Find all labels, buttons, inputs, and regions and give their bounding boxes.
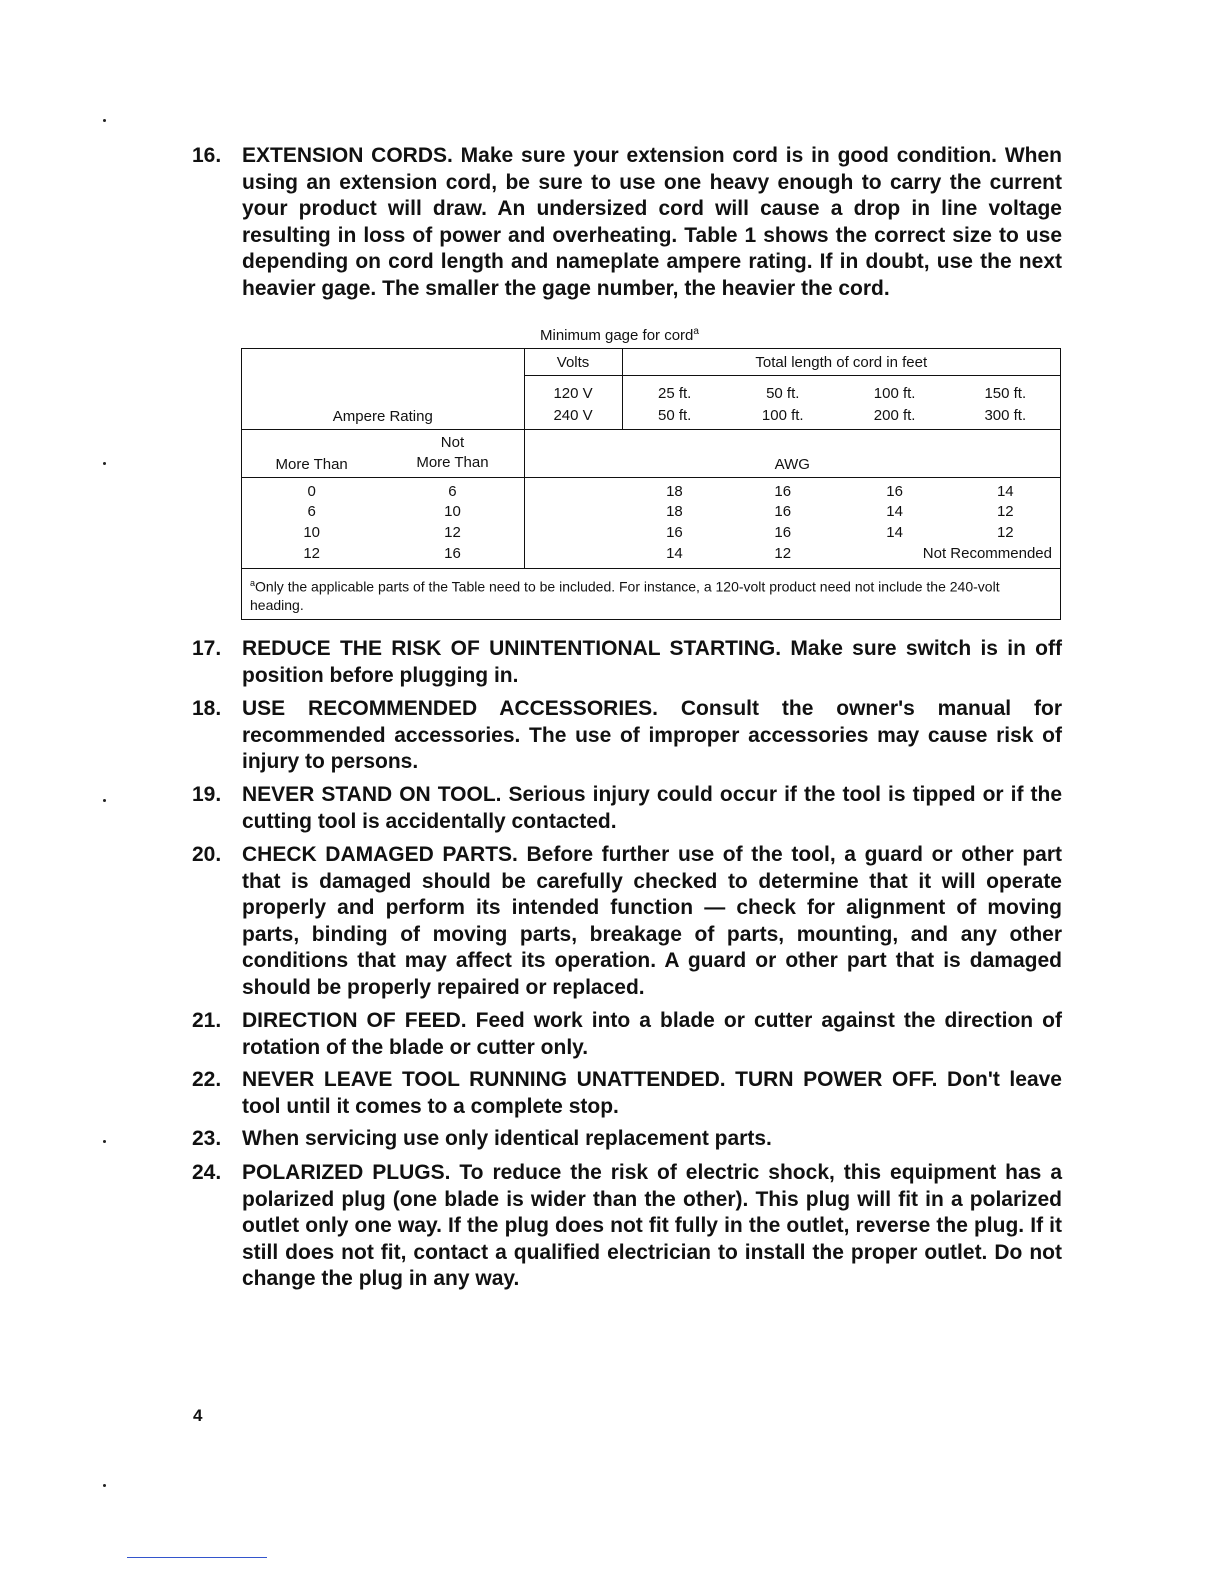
length-cell: 100 ft. <box>727 402 839 430</box>
scan-speck <box>103 462 106 465</box>
item-text: REDUCE THE RISK OF UNINTENTIONAL STARTING. Make sure switch is in off position before plugging in. <box>242 637 1062 687</box>
length-cell: 50 ft. <box>622 402 727 430</box>
length-cell: 300 ft. <box>951 402 1061 430</box>
table-cell: 16 <box>381 545 524 569</box>
item-text: NEVER STAND ON TOOL. Serious injury could occur if the tool is tipped or if the cutting tool is accidentally contacted. <box>242 783 1062 833</box>
table-cell: 14 <box>886 523 903 541</box>
list-item <box>192 696 1062 776</box>
item-text: When servicing use only identical replacement parts. <box>242 1127 772 1150</box>
table-cell <box>524 478 622 503</box>
item-number: 18. <box>192 697 222 720</box>
volts-240: 240 V <box>524 402 622 430</box>
table-cell <box>524 524 622 545</box>
table-cell: 10 <box>303 523 320 541</box>
item-number: 22. <box>192 1068 222 1091</box>
ampere-rating-label: Ampere Rating <box>332 408 433 425</box>
item-number: 23. <box>192 1127 222 1150</box>
table-row <box>242 503 1061 524</box>
table-cell: 16 <box>886 483 903 500</box>
list-item <box>192 782 1062 835</box>
table-footnote: $^a$Only the applicable parts of the Table need to be included. For instance, a 120-volt product need not include the 240-volt heading. <box>250 578 1000 613</box>
item-number: 20. <box>192 843 222 866</box>
scan-speck <box>103 119 106 122</box>
list-item <box>192 842 1062 1001</box>
cord-gage-table <box>241 348 1061 620</box>
length-cell: 25 ft. <box>622 376 727 402</box>
table-cell: 12 <box>444 523 461 541</box>
not-recommended-cell: Not Recommended <box>839 545 1061 569</box>
item-text: POLARIZED PLUGS. To reduce the risk of electric shock, this equipment has a polarized plug (one blade is wider than the other). This plug will fit in a polarized outlet only one way. If the plug does not fit fully in the outlet, reverse the plug. If it still does not fit, contact a qualified electrician to install the proper outlet. Do not change the plug in any way. <box>242 1161 1062 1290</box>
table-cell: 12 <box>996 502 1014 520</box>
length-cell: 200 ft. <box>839 402 951 430</box>
awg-header: AWG <box>524 430 1060 478</box>
table-cell: 16 <box>774 523 792 541</box>
table-row <box>242 524 1061 545</box>
list-item <box>192 1126 1062 1153</box>
scan-speck <box>103 1140 106 1143</box>
scan-speck <box>103 1484 106 1487</box>
item-text: EXTENSION CORDS. Make sure your extension cord is in good condition. When using an extension cord, be sure to use one heavy enough to carry the current your product will draw. An undersized cord will cause a drop in line voltage resulting in loss of power and overheating. Table 1 shows the correct size to use depending on cord length and nameplate ampere rating. If in doubt, use the next heavier gage. The smaller the gage number, the heavier the cord. <box>242 144 1062 300</box>
item-number: 16. <box>192 144 222 167</box>
table-cell: 16 <box>774 483 792 500</box>
table-cell: 6 <box>307 502 316 520</box>
scan-line <box>127 1557 267 1558</box>
table-cell: 12 <box>996 523 1014 541</box>
table-row <box>242 478 1061 503</box>
item-text: NEVER LEAVE TOOL RUNNING UNATTENDED. TURN POWER OFF. Don't leave tool until it comes to a complete stop. <box>242 1068 1062 1118</box>
table-cell: 18 <box>666 502 683 520</box>
table-row <box>242 545 1061 569</box>
table-cell: 14 <box>622 545 727 569</box>
table-cell: 14 <box>996 483 1014 500</box>
item-number: 19. <box>192 783 222 806</box>
table-cell: 10 <box>444 502 461 520</box>
length-header: Total length of cord in feet <box>622 349 1061 376</box>
item-number: 17. <box>192 637 222 660</box>
list-item <box>192 1067 1062 1120</box>
footnote-marker: a <box>250 578 256 588</box>
page-number: 4 <box>193 1406 203 1425</box>
length-cell: 50 ft. <box>766 384 800 402</box>
length-cell: 100 ft. <box>873 384 916 402</box>
table-cell: 12 <box>727 545 839 569</box>
footnote-marker: a <box>693 326 699 337</box>
list-item <box>192 1160 1062 1293</box>
table-row <box>242 569 1061 620</box>
table-cell: 18 <box>666 483 683 500</box>
table-cell: 0 <box>307 483 316 500</box>
item-number: 24. <box>192 1161 222 1184</box>
list-item <box>192 143 1062 302</box>
table-cell: 14 <box>886 502 903 520</box>
table-cell: 12 <box>242 545 382 569</box>
item-text: DIRECTION OF FEED. Feed work into a blade or cutter against the direction of rotation of the blade or cutter only. <box>242 1009 1062 1059</box>
scan-speck <box>103 799 106 802</box>
table-cell <box>524 503 622 524</box>
not-more-than-header: Not More Than <box>381 430 524 478</box>
list-item <box>192 1008 1062 1061</box>
table-cell <box>524 545 622 569</box>
table-cell: 6 <box>448 483 457 500</box>
table-caption: Minimum gage for cord$^a$ <box>540 326 699 344</box>
item-text: CHECK DAMAGED PARTS. Before further use of the tool, a guard or other part that is damaged should be carefully checked to determine that it will operate properly and perform its intended function — check for alignment of moving parts, binding of moving parts, breakage of parts, mounting, and any other conditions that may affect its operation. A guard or other part that is damaged should be properly repaired or replaced. <box>242 843 1062 999</box>
item-text: USE RECOMMENDED ACCESSORIES. Consult the owner's manual for recommended accessories. The use of improper accessories may cause risk of injury to persons. <box>242 697 1062 773</box>
more-than-header: More Than <box>242 430 382 478</box>
volts-header: Volts <box>524 349 622 376</box>
volts-120: 120 V <box>524 376 622 402</box>
table-cell: 16 <box>774 502 792 520</box>
list-item <box>192 636 1062 689</box>
table-cell <box>242 349 525 430</box>
table-cell: 16 <box>666 523 683 541</box>
item-number: 21. <box>192 1009 222 1032</box>
length-cell: 150 ft. <box>984 384 1027 402</box>
